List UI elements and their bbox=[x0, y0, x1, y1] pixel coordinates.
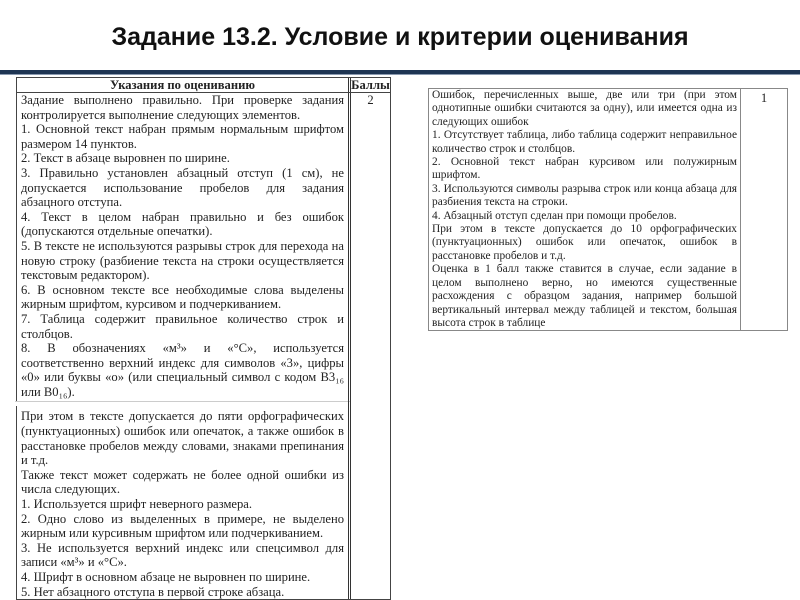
paragraph: Ошибок, перечисленных выше, две или три (при этом однотипные ошибки считаются за одну), или имеется одна из следующих ошибок bbox=[432, 89, 737, 128]
paragraph: 4. Текст в целом набран правильно и без ошибок (допускаются отдельные опечатки). bbox=[21, 209, 344, 239]
paragraph: 6. В основном тексте все необходимые слова выделены жирным шрифтом, курсивом и подчеркиванием. bbox=[21, 282, 344, 312]
header-row bbox=[17, 78, 390, 93]
score-2: 2 bbox=[348, 93, 390, 599]
paragraph: 1. Используется шрифт неверного размера. bbox=[21, 497, 253, 512]
criteria-2-text bbox=[21, 93, 344, 399]
paragraph: Оценка в 1 балл также ставится в случае, если задание в целом выполнено верно, но имеются существенные расхождения с образцом задания, например большой вертикальный интервал между таблицей и текстом, большая высота строк в таблице bbox=[432, 263, 737, 329]
score-1: 1 bbox=[740, 89, 787, 330]
left-criteria-table bbox=[16, 77, 391, 600]
paragraph: 1. Отсутствует таблица, либо таблица содержит неправильное количество строк и столбцов. bbox=[432, 129, 737, 155]
title-divider-shadow bbox=[0, 74, 800, 75]
paragraph: При этом в тексте допускается до 10 орфографических (пунктуационных) ошибок или опечаток, ошибок в расстановке пробелов и т.д. bbox=[432, 223, 737, 262]
paragraph: Также текст может содержать не более одной ошибки из числа следующих. bbox=[21, 467, 344, 497]
paragraph: 1. Основной текст набран прямым нормальным шрифтом размером 14 пунктов. bbox=[21, 122, 344, 151]
criteria-2-allowances bbox=[21, 409, 344, 599]
paragraph: 2. Основной текст набран курсивом или полужирным шрифтом. bbox=[432, 156, 737, 182]
criteria-1-text bbox=[429, 89, 740, 330]
paragraph: 4. Абзацный отступ сделан при помощи пробелов. bbox=[432, 209, 677, 222]
slide-title: Задание 13.2. Условие и критерии оценивания bbox=[111, 23, 689, 51]
paragraph: 3. Правильно установлен абзацный отступ (1 см), не допускается использование пробелов для задания абзацного отступа. bbox=[21, 165, 344, 210]
paragraph: 4. Шрифт в основном абзаце не выровнен по ширине. bbox=[21, 570, 311, 584]
paragraph: При этом в тексте допускается до пяти орфографических (пунктуационных) ошибок или опечаток, а также ошибок в расстановке пробелов между словами, знаками препинания и т.д. bbox=[21, 409, 344, 468]
score-row bbox=[17, 93, 390, 599]
paragraph: 5. В тексте не используются разрывы строк для перехода на новую строку (разбиение текста на строки осуществляется текстовым редактором). bbox=[21, 238, 344, 283]
paragraph: 8. В обозначениях «м³» и «°С», используется соответственно верхний индекс для символов «3», цифры «0» или буквы «о» (или специальный символ с кодом B3₁₆ или B0₁₆). bbox=[21, 341, 344, 399]
paragraph: 7. Таблица содержит правильное количество строк и столбцов. bbox=[21, 311, 344, 341]
header-instructions: Указания по оцениванию bbox=[110, 78, 255, 92]
paragraph: 3. Не используется верхний индекс или спецсимвол для записи «м³» и «°С». bbox=[21, 540, 344, 570]
header-points: Баллы bbox=[348, 78, 390, 92]
scan-gap bbox=[15, 401, 350, 406]
score-row bbox=[429, 89, 787, 330]
paragraph: 3. Используются символы разрыва строк или конца абзаца для разбиения текста на строки. bbox=[432, 182, 737, 209]
right-criteria-table bbox=[428, 88, 788, 331]
paragraph: 2. Одно слово из выделенных в примере, не выделено жирным или курсивным шрифтом или подчеркиванием. bbox=[21, 511, 344, 541]
paragraph: Задание выполнено правильно. При проверке задания контролируется выполнение следующих элементов. bbox=[21, 93, 344, 122]
criteria-2-cell bbox=[17, 93, 348, 599]
paragraph: 5. Нет абзацного отступа в первой строке абзаца. bbox=[21, 584, 285, 599]
paragraph: 2. Текст в абзаце выровнен по ширине. bbox=[21, 151, 230, 166]
